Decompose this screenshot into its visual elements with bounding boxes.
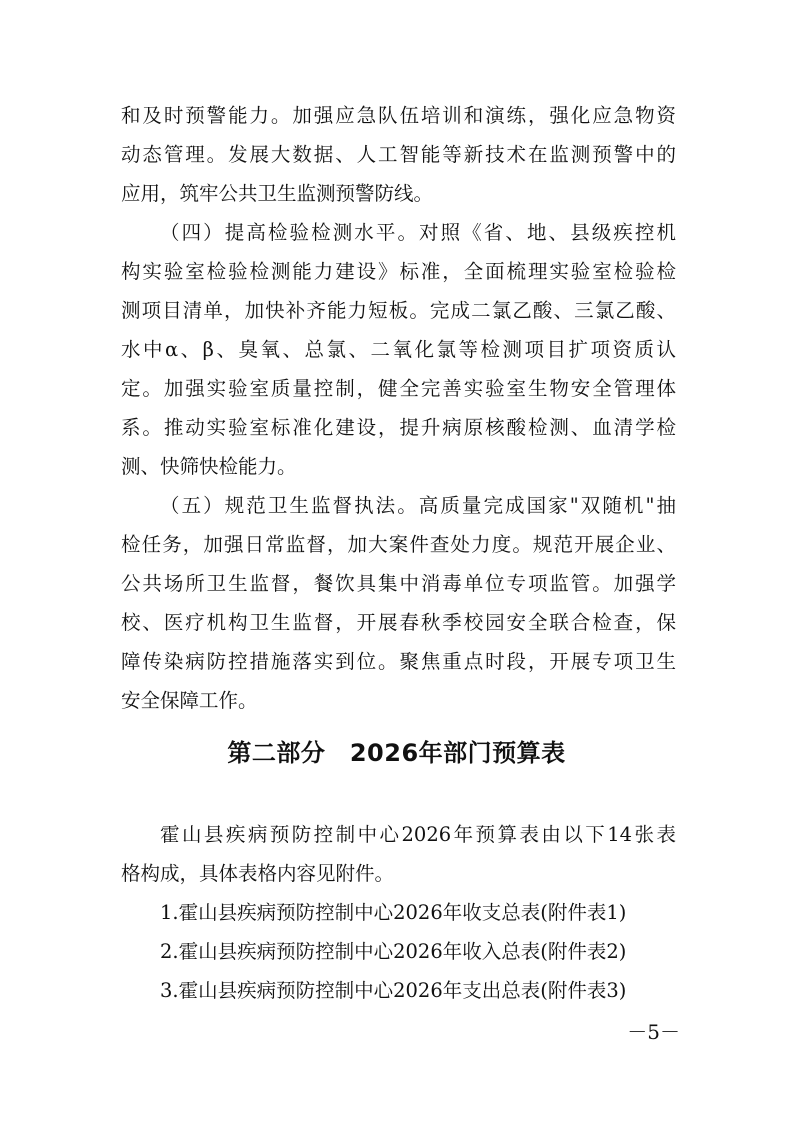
page-number: －5－ <box>627 1020 680 1044</box>
section-heading: 第二部分 2026年部门预算表 <box>227 739 566 767</box>
paragraph-line: 测、快筛快检能力。 <box>121 455 297 478</box>
list-item: 2.霍山县疾病预防控制中心2026年收入总表(附件表2) <box>160 940 627 963</box>
paragraph-line: 构实验室检验检测能力建设》标准，全面梳理实验室检验检 <box>121 260 676 283</box>
paragraph-line: 应用，筑牢公共卫生监测预警防线。 <box>121 182 434 205</box>
paragraph-line: 定。加强实验室质量控制，健全完善实验室生物安全管理体 <box>121 377 676 400</box>
paragraph-line: 安全保障工作。 <box>121 689 258 712</box>
paragraph-line: （五）规范卫生监督执法。高质量完成国家"双随机"抽 <box>160 494 676 517</box>
list-item: 1.霍山县疾病预防控制中心2026年收支总表(附件表1) <box>160 901 627 924</box>
paragraph-line: 动态管理。发展大数据、人工智能等新技术在监测预警中的 <box>121 143 676 166</box>
paragraph-line: 公共场所卫生监督，餐饮具集中消毒单位专项监管。加强学 <box>121 572 676 595</box>
paragraph-line: 校、医疗机构卫生监督，开展春秋季校园安全联合检查，保 <box>121 611 676 634</box>
paragraph-line: 障传染病防控措施落实到位。聚焦重点时段，开展专项卫生 <box>121 650 676 673</box>
paragraph-line: 测项目清单，加快补齐能力短板。完成二氯乙酸、三氯乙酸、 <box>121 299 676 322</box>
paragraph-line: 系。推动实验室标准化建设，提升病原核酸检测、血清学检 <box>121 416 676 439</box>
paragraph-line: 检任务，加强日常监督，加大案件查处力度。规范开展企业、 <box>121 533 676 556</box>
paragraph-line: （四）提高检验检测水平。对照《省、地、县级疾控机 <box>160 221 676 244</box>
paragraph-line: 霍山县疾病预防控制中心2026年预算表由以下14张表 <box>160 823 676 846</box>
paragraph-line: 水中α、β、臭氧、总氯、二氧化氯等检测项目扩项资质认 <box>121 338 676 361</box>
paragraph-line: 和及时预警能力。加强应急队伍培训和演练，强化应急物资 <box>121 104 676 127</box>
paragraph-line: 格构成，具体表格内容见附件。 <box>121 862 395 885</box>
list-item: 3.霍山县疾病预防控制中心2026年支出总表(附件表3) <box>160 979 627 1002</box>
